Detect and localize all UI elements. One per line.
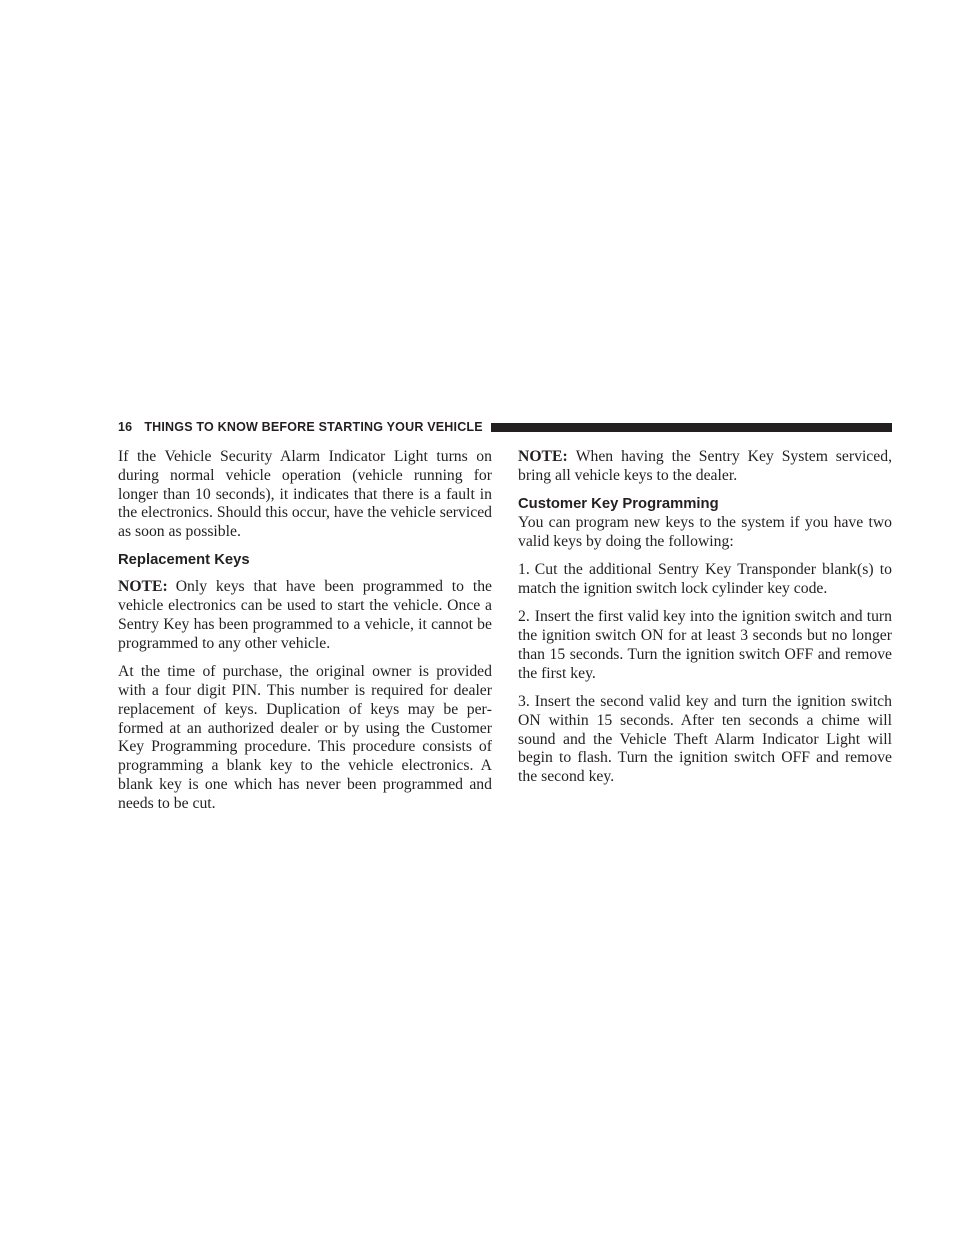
note-label: NOTE:: [518, 448, 568, 465]
step-number: 1.: [518, 561, 530, 579]
step-1: [518, 561, 892, 599]
replacement-keys-heading: Replacement Keys: [118, 552, 250, 569]
running-header: [118, 420, 892, 434]
step-text: Insert the first valid key into the ignition switch and turn the ignition switch ON for at least 3 seconds but no longer than 15 seconds. Turn the ignition switch OFF and remove the first key.: [518, 608, 892, 682]
replacement-note: [118, 578, 492, 653]
page-number: 16: [118, 420, 133, 434]
step-text: Cut the additional Sentry Key Transponder blank(s) to match the ignition switch lock cylinder key code.: [518, 561, 892, 597]
header-rule: [491, 423, 892, 432]
note-text: When having the Sentry Key System serviced, bring all vehicle keys to the dealer.: [518, 448, 892, 484]
security-light-paragraph: If the Vehicle Security Alarm Indicator Light turns on during normal vehicle operation (vehicle running for longer than 10 seconds), it indicates that there is a fault in the electronics. Should this occur, have the vehicle serviced as soon as possible.: [118, 448, 492, 541]
step-3: [518, 693, 892, 787]
section-title: THINGS TO KNOW BEFORE STARTING YOUR VEHICLE: [144, 420, 483, 434]
step-number: 3.: [518, 692, 530, 710]
step-text: Insert the second valid key and turn the ignition switch ON within 15 seconds. After ten seconds a chime will sound and the Vehicle Theft Alarm Indicator Light will begin to flash. Turn the ignition switch OFF and remove the second key.: [518, 692, 892, 786]
left-column: [118, 448, 492, 823]
step-number: 2.: [518, 608, 530, 626]
note-text: Only keys that have been programmed to the vehicle electronics can be used to start the vehicle. Once a Sentry Key has been programmed to a vehicle, it cannot be programmed to any other vehicle.: [118, 578, 492, 652]
step-2: [518, 608, 892, 683]
customer-key-programming-heading: Customer Key Programming: [518, 496, 719, 513]
programming-intro: You can program new keys to the system if you have two valid keys by doing the following:: [518, 514, 892, 550]
right-column: [518, 448, 892, 796]
service-note: [518, 448, 892, 486]
note-label: NOTE:: [118, 578, 168, 596]
purchase-paragraph: At the time of purchase, the original owner is provided with a four digit PIN. This number is required for dealer replacement of keys. Duplication of keys may be performed at an authorized dealer or by using the Customer Key Programming procedure. This procedure consists of programming a blank key to the vehicle electronics. A blank key is one which has never been programmed and needs to be cut.: [118, 663, 492, 812]
